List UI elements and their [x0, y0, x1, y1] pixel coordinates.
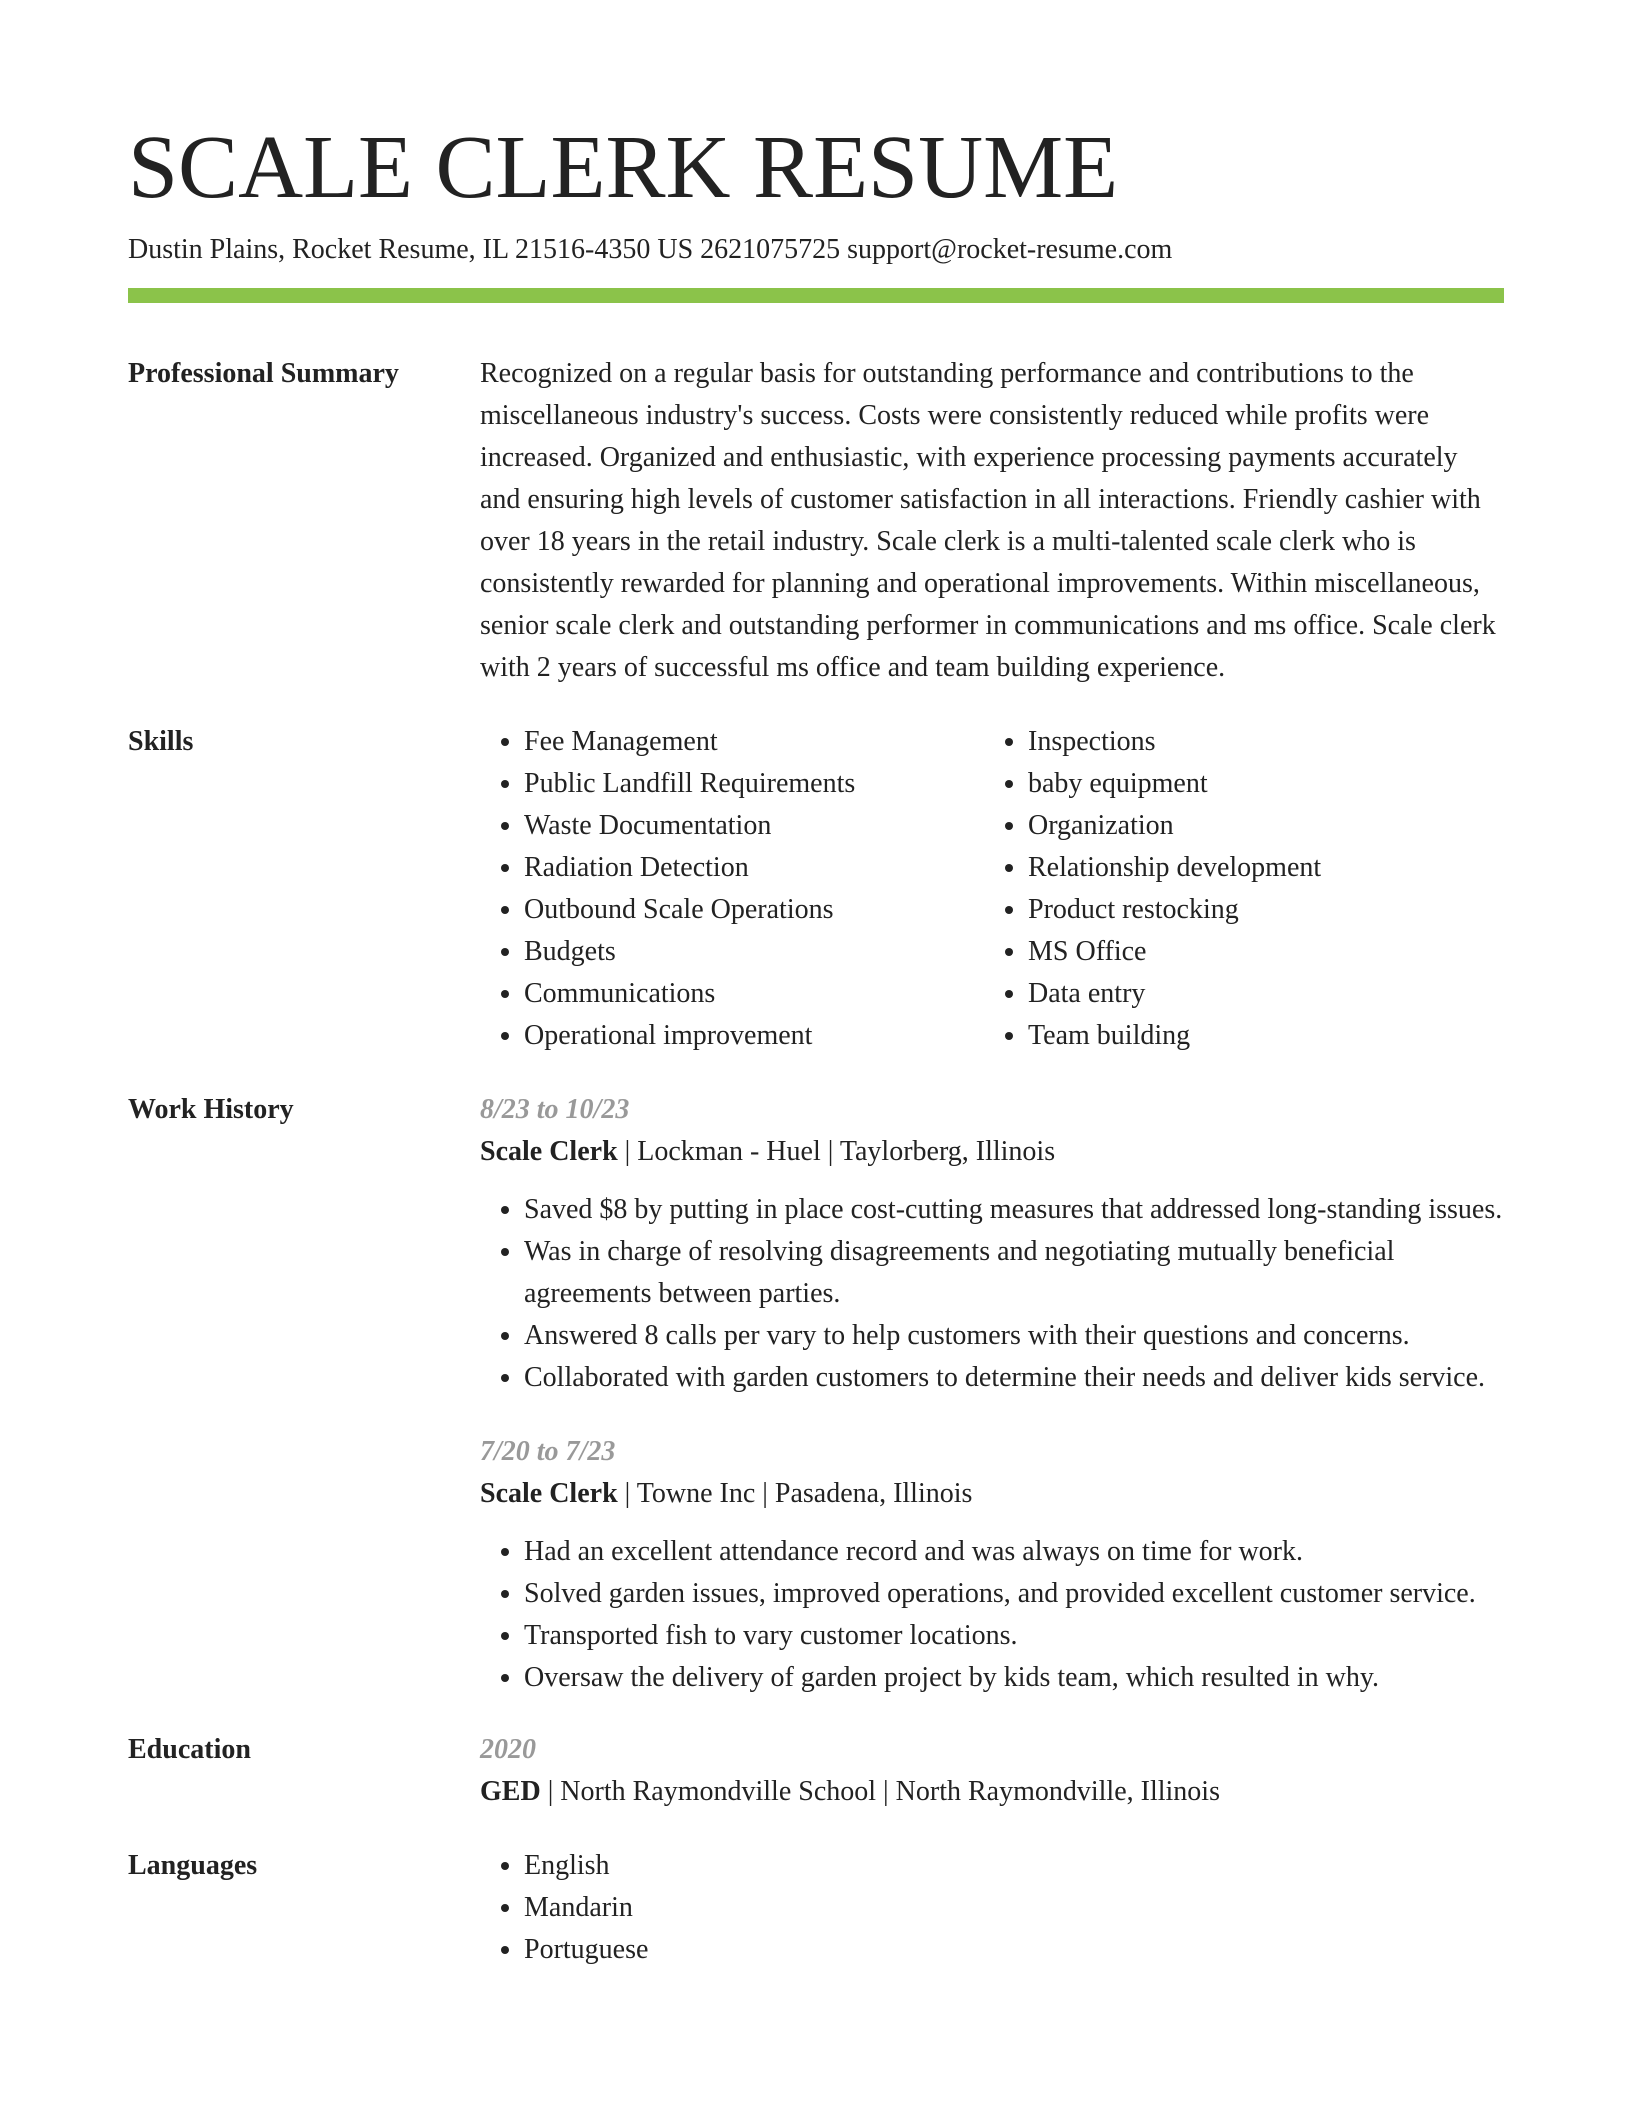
education-details: | North Raymondville School | North Raymondville, Illinois: [540, 1776, 1220, 1807]
skill-item: • Product restocking: [1028, 889, 1488, 931]
header-divider: [128, 288, 1504, 303]
skill-item: • Team building: [1028, 1015, 1488, 1057]
job-title: Scale Clerk: [480, 1136, 618, 1167]
education-label: Education: [128, 1734, 251, 1765]
job-entry: [480, 1089, 1504, 1399]
language-item: • English: [524, 1845, 1504, 1887]
skill-item: • Organization: [1028, 805, 1488, 847]
language-item: • Portuguese: [524, 1929, 1504, 1971]
job-bullets: [480, 1189, 1504, 1399]
summary-text: Recognized on a regular basis for outstanding performance and contributions to the miscellaneous industry's success. Costs were consistently reduced while profits were increased. Organized and enthusiastic, with experience processing payments accurately and ensuring high levels of customer satisfaction in all interactions. Friendly cashier with over 18 years in the retail industry. Scale clerk is a multi-talented scale clerk who is consistently rewarded for planning and operational improvements. Within miscellaneous, senior scale clerk and outstanding performer in communications and ms office. Scale clerk with 2 years of successful ms office and team building experience.: [480, 358, 1496, 683]
job-bullet: • Had an excellent attendance record and was always on time for work.: [524, 1531, 1504, 1573]
resume-page: [128, 118, 1504, 1971]
job-bullet: • Collaborated with garden customers to determine their needs and deliver kids service.: [524, 1357, 1504, 1399]
languages-section: [128, 1845, 1504, 1971]
skill-item: • Waste Documentation: [524, 805, 984, 847]
job-heading: [480, 1473, 1504, 1515]
job-bullet: • Oversaw the delivery of garden project by kids team, which resulted in why.: [524, 1657, 1504, 1699]
job-dates: 7/20 to 7/23: [480, 1436, 616, 1467]
work-history-section: [128, 1089, 1504, 1699]
job-details: | Towne Inc | Pasadena, Illinois: [617, 1478, 973, 1509]
education-section: [128, 1729, 1504, 1813]
skill-item: • MS Office: [1028, 931, 1488, 973]
skill-item: • Radiation Detection: [524, 847, 984, 889]
job-heading: [480, 1131, 1504, 1173]
skill-item: • Fee Management: [524, 721, 984, 763]
job-bullet: • Was in charge of resolving disagreements and negotiating mutually beneficial agreements between parties.: [524, 1231, 1504, 1315]
skill-item: • Public Landfill Requirements: [524, 763, 984, 805]
education-date: 2020: [480, 1734, 536, 1765]
skill-item: • Operational improvement: [524, 1015, 984, 1057]
education-heading: [480, 1771, 1504, 1813]
job-bullet: • Solved garden issues, improved operations, and provided excellent customer service.: [524, 1573, 1504, 1615]
job-bullet: • Answered 8 calls per vary to help customers with their questions and concerns.: [524, 1315, 1504, 1357]
summary-section: [128, 353, 1504, 689]
language-item: • Mandarin: [524, 1887, 1504, 1929]
languages-label: Languages: [128, 1850, 258, 1881]
languages-body: [480, 1845, 1504, 1971]
skills-column-left: [480, 721, 984, 1057]
skills-label: Skills: [128, 726, 194, 757]
skill-item: • Communications: [524, 973, 984, 1015]
skills-section: [128, 721, 1504, 1057]
skills-columns: [480, 721, 1504, 1057]
skill-item: • Data entry: [1028, 973, 1488, 1015]
job-dates: 8/23 to 10/23: [480, 1094, 630, 1125]
work-history-label: Work History: [128, 1094, 294, 1125]
contact-line: Dustin Plains, Rocket Resume, IL 21516-4350 US 2621075725 support@rocket-resume.com: [128, 234, 1173, 265]
job-bullet: • Saved $8 by putting in place cost-cutting measures that addressed long-standing issues.: [524, 1189, 1504, 1231]
skills-column-right: [984, 721, 1488, 1057]
skill-item: • baby equipment: [1028, 763, 1488, 805]
job-title: Scale Clerk: [480, 1478, 618, 1509]
skill-item: • Outbound Scale Operations: [524, 889, 984, 931]
job-bullet: • Transported fish to vary customer locations.: [524, 1615, 1504, 1657]
job-details: | Lockman - Huel | Taylorberg, Illinois: [617, 1136, 1056, 1167]
education-degree: GED: [480, 1776, 541, 1807]
resume-title: SCALE CLERK RESUME: [128, 118, 1119, 217]
job-bullets: [480, 1531, 1504, 1699]
job-entry: [480, 1431, 1504, 1699]
education-body: [480, 1729, 1504, 1813]
work-history-body: [480, 1089, 1504, 1699]
skill-item: • Budgets: [524, 931, 984, 973]
skill-item: • Relationship development: [1028, 847, 1488, 889]
summary-label: Professional Summary: [128, 358, 399, 389]
skill-item: • Inspections: [1028, 721, 1488, 763]
